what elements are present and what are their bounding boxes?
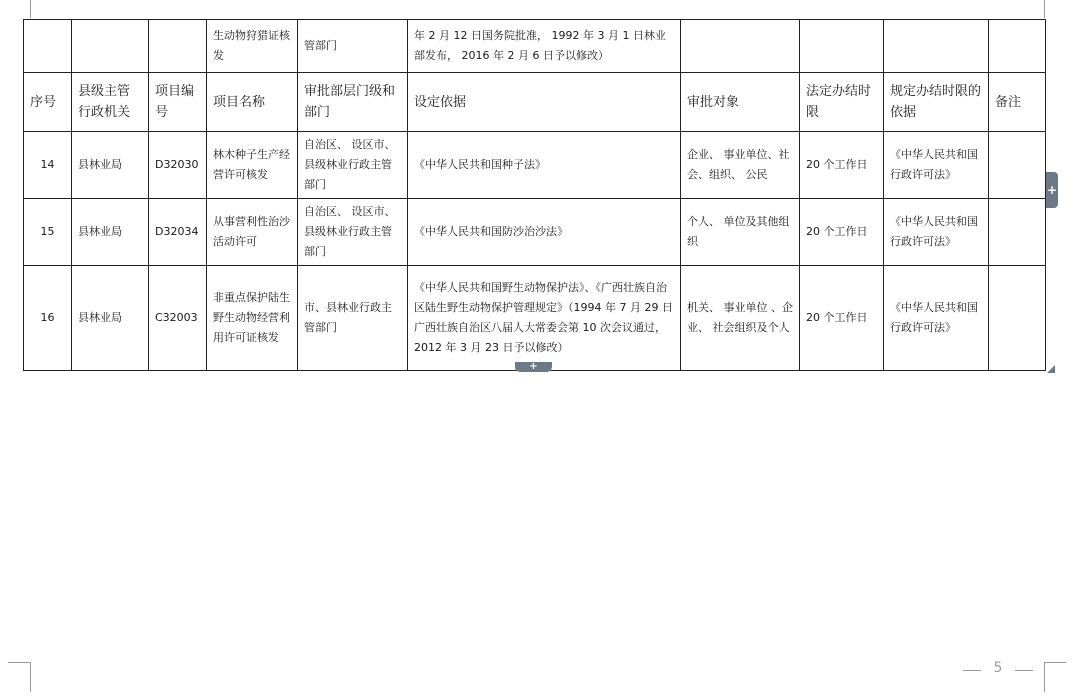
code-cell: C32003: [149, 266, 207, 371]
carryover-target-cell: [681, 20, 800, 73]
crop-mark-top-left: [30, 0, 31, 18]
header-limit: 法定办结时限: [800, 73, 884, 132]
seq-cell: 15: [24, 199, 72, 266]
carryover-basis-cell: 年 2 月 12 日国务院批准， 1992 年 3 月 1 日林业部发布， 2016 年 2 月 6 日予以修改）: [408, 20, 681, 73]
carryover-agency-cell: [72, 20, 149, 73]
name-cell: 从事营利性治沙活动许可: [207, 199, 298, 266]
crop-mark-bottom-right-h: [1044, 662, 1066, 663]
header-agency: 县级主管行政机关: [72, 73, 149, 132]
agency-cell: 县林业局: [72, 266, 149, 371]
page-number: 5: [993, 660, 1003, 676]
dept-cell: 自治区、 设区市、县级林业行政主管部门: [298, 132, 408, 199]
limit-basis-cell: 《中华人民共和国行政许可法》: [884, 199, 989, 266]
target-cell: 机关、 事业单位 、企业、 社会组织及个人: [681, 266, 800, 371]
limit-cell: 20 个工作日: [800, 132, 884, 199]
page-number-dash-left: [963, 670, 981, 671]
header-row: [24, 73, 1046, 132]
note-cell: [989, 266, 1046, 371]
add-column-button[interactable]: +: [1046, 172, 1058, 208]
target-cell: 个人、 单位及其他组织: [681, 199, 800, 266]
table-row: [24, 199, 1046, 266]
note-cell: [989, 199, 1046, 266]
header-name: 项目名称: [207, 73, 298, 132]
limit-basis-cell: 《中华人民共和国行政许可法》: [884, 266, 989, 371]
basis-cell: 《中华人民共和国防沙治沙法》: [408, 199, 681, 266]
carryover-limit-basis-cell: [884, 20, 989, 73]
seq-cell: 14: [24, 132, 72, 199]
limit-cell: 20 个工作日: [800, 266, 884, 371]
add-row-button[interactable]: +: [515, 362, 552, 372]
header-basis: 设定依据: [408, 73, 681, 132]
page-number-dash-right: [1015, 670, 1033, 671]
header-seq: 序号: [24, 73, 72, 132]
carryover-limit-cell: [800, 20, 884, 73]
table-row: [24, 132, 1046, 199]
carryover-dept-cell: 管部门: [298, 20, 408, 73]
crop-mark-bottom-left-h: [8, 662, 30, 663]
crop-mark-bottom-left-v: [30, 662, 31, 692]
carryover-note-cell: [989, 20, 1046, 73]
target-cell: 企业、 事业单位、社会、组织、 公民: [681, 132, 800, 199]
carryover-code-cell: [149, 20, 207, 73]
carryover-row: [24, 20, 1046, 73]
name-cell: 非重点保护陆生野生动物经营利用许可证核发: [207, 266, 298, 371]
page-number-footer: [963, 660, 1033, 680]
limit-cell: 20 个工作日: [800, 199, 884, 266]
approval-items-table: [23, 19, 1046, 371]
header-dept: 审批部层门级和部门: [298, 73, 408, 132]
crop-mark-bottom-right-v: [1044, 662, 1045, 692]
basis-cell: 《中华人民共和国野生动物保护法》、《广西壮族自治区陆生野生动物保护管理规定》（1994 年 7 月 29 日广西壮族自治区八届人大常委会第 10 次会议通过， 2012 年 3 月 23 日予以修改）: [408, 266, 681, 371]
basis-cell: 《中华人民共和国种子法》: [408, 132, 681, 199]
table-row: [24, 266, 1046, 371]
carryover-seq-cell: [24, 20, 72, 73]
name-cell: 林木种子生产经营许可核发: [207, 132, 298, 199]
header-limit-basis: 规定办结时限的依据: [884, 73, 989, 132]
code-cell: D32030: [149, 132, 207, 199]
agency-cell: 县林业局: [72, 199, 149, 266]
header-code: 项目编号: [149, 73, 207, 132]
dept-cell: 自治区、 设区市、县级林业行政主管部门: [298, 199, 408, 266]
limit-basis-cell: 《中华人民共和国行政许可法》: [884, 132, 989, 199]
header-note: 备注: [989, 73, 1046, 132]
code-cell: D32034: [149, 199, 207, 266]
note-cell: [989, 132, 1046, 199]
agency-cell: 县林业局: [72, 132, 149, 199]
header-target: 审批对象: [681, 73, 800, 132]
carryover-name-cell: 生动物狩猎证核发: [207, 20, 298, 73]
crop-mark-top-right: [1044, 0, 1045, 18]
dept-cell: 市、县林业行政主管部门: [298, 266, 408, 371]
seq-cell: 16: [24, 266, 72, 371]
table-resize-handle-icon[interactable]: [1046, 364, 1056, 374]
